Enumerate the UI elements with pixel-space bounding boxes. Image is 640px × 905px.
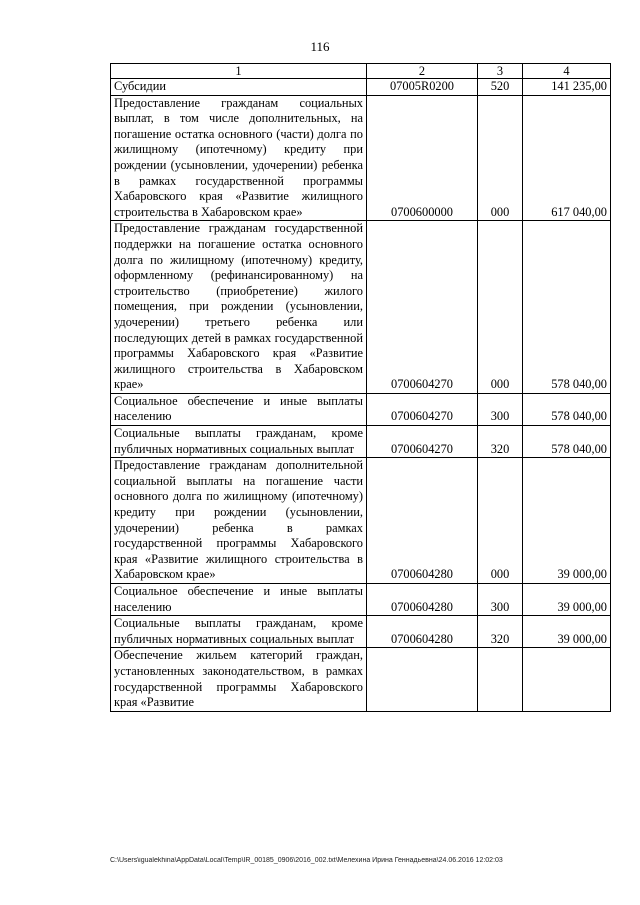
table-row bbox=[111, 584, 611, 616]
row-sum: 141 235,00 bbox=[523, 79, 611, 96]
row-vr: 300 bbox=[478, 584, 523, 616]
row-vr: 000 bbox=[478, 95, 523, 221]
row-name: Обеспечение жильем категорий граждан, установленных законодательством, в рамках государственной программы Хабаровского края «Развитие bbox=[111, 648, 367, 711]
row-sum: 617 040,00 bbox=[523, 95, 611, 221]
row-name: Социальное обеспечение и иные выплаты населению bbox=[111, 584, 367, 616]
row-name: Социальные выплаты гражданам, кроме публичных нормативных социальных выплат bbox=[111, 616, 367, 648]
row-vr: 000 bbox=[478, 221, 523, 394]
table-row bbox=[111, 426, 611, 458]
row-sum: 578 040,00 bbox=[523, 221, 611, 394]
row-code: 0700604270 bbox=[367, 426, 478, 458]
row-sum: 578 040,00 bbox=[523, 426, 611, 458]
row-vr bbox=[478, 648, 523, 711]
row-code: 0700604270 bbox=[367, 221, 478, 394]
table-row bbox=[111, 458, 611, 584]
page-number: 116 bbox=[310, 39, 330, 54]
row-sum: 39 000,00 bbox=[523, 458, 611, 584]
table-header-row bbox=[111, 64, 611, 79]
table-row bbox=[111, 79, 611, 96]
row-name: Предоставление гражданам государственной поддержки на погашение остатка основного долга по жилищному (ипотечному) кредиту, оформленному (рефинансированному) на строительство (приобретение) жилого помещения, при рождении (усыновлении, удочерении) третьего ребенка или последующих детей в рамках государственной программы Хабаровского края «Развитие жилищного строительства в Хабаровском крае» bbox=[111, 221, 367, 394]
row-code: 07005R0200 bbox=[367, 79, 478, 96]
row-sum: 578 040,00 bbox=[523, 393, 611, 425]
row-name: Социальные выплаты гражданам, кроме публичных нормативных социальных выплат bbox=[111, 426, 367, 458]
column-header: 2 bbox=[367, 64, 478, 79]
column-header: 1 bbox=[111, 64, 367, 79]
table-row bbox=[111, 393, 611, 425]
row-name: Социальное обеспечение и иные выплаты населению bbox=[111, 393, 367, 425]
row-code: 0700604280 bbox=[367, 616, 478, 648]
row-sum: 39 000,00 bbox=[523, 616, 611, 648]
table-row bbox=[111, 648, 611, 711]
budget-table bbox=[110, 63, 611, 712]
row-name: Субсидии bbox=[111, 79, 367, 96]
row-vr: 320 bbox=[478, 616, 523, 648]
row-sum bbox=[523, 648, 611, 711]
row-code: 0700600000 bbox=[367, 95, 478, 221]
table-row bbox=[111, 95, 611, 221]
row-vr: 000 bbox=[478, 458, 523, 584]
row-name: Предоставление гражданам социальных выплат, в том числе дополнительных, на погашение остатка основного (части) долга по жилищному (ипотечному) кредиту при рождении (усыновлении, удочерении) ребенка в рамках государственной программы Хабаровского края «Развитие жилищного строительства в Хабаровском крае» bbox=[111, 95, 367, 221]
row-name: Предоставление гражданам дополнительной социальной выплаты на погашение части основного долга по жилищному (ипотечному) кредиту при рождении (усыновлении, удочерении) ребенка в рамках государственной программы Хабаровского края «Развитие жилищного строительства в Хабаровском крае» bbox=[111, 458, 367, 584]
row-code: 0700604280 bbox=[367, 458, 478, 584]
row-code: 0700604270 bbox=[367, 393, 478, 425]
table-row bbox=[111, 616, 611, 648]
document-footer-path: C:\Users\igualekhina\AppData\Local\Temp\IR_00185_0906\2016_002.txt\Мелехина Ирина Геннадьевна\24.06.2016 12:02:03 bbox=[110, 857, 503, 864]
row-code bbox=[367, 648, 478, 711]
column-header: 3 bbox=[478, 64, 523, 79]
row-vr: 520 bbox=[478, 79, 523, 96]
row-vr: 320 bbox=[478, 426, 523, 458]
row-sum: 39 000,00 bbox=[523, 584, 611, 616]
row-code: 0700604280 bbox=[367, 584, 478, 616]
row-vr: 300 bbox=[478, 393, 523, 425]
table-row bbox=[111, 221, 611, 394]
column-header: 4 bbox=[523, 64, 611, 79]
